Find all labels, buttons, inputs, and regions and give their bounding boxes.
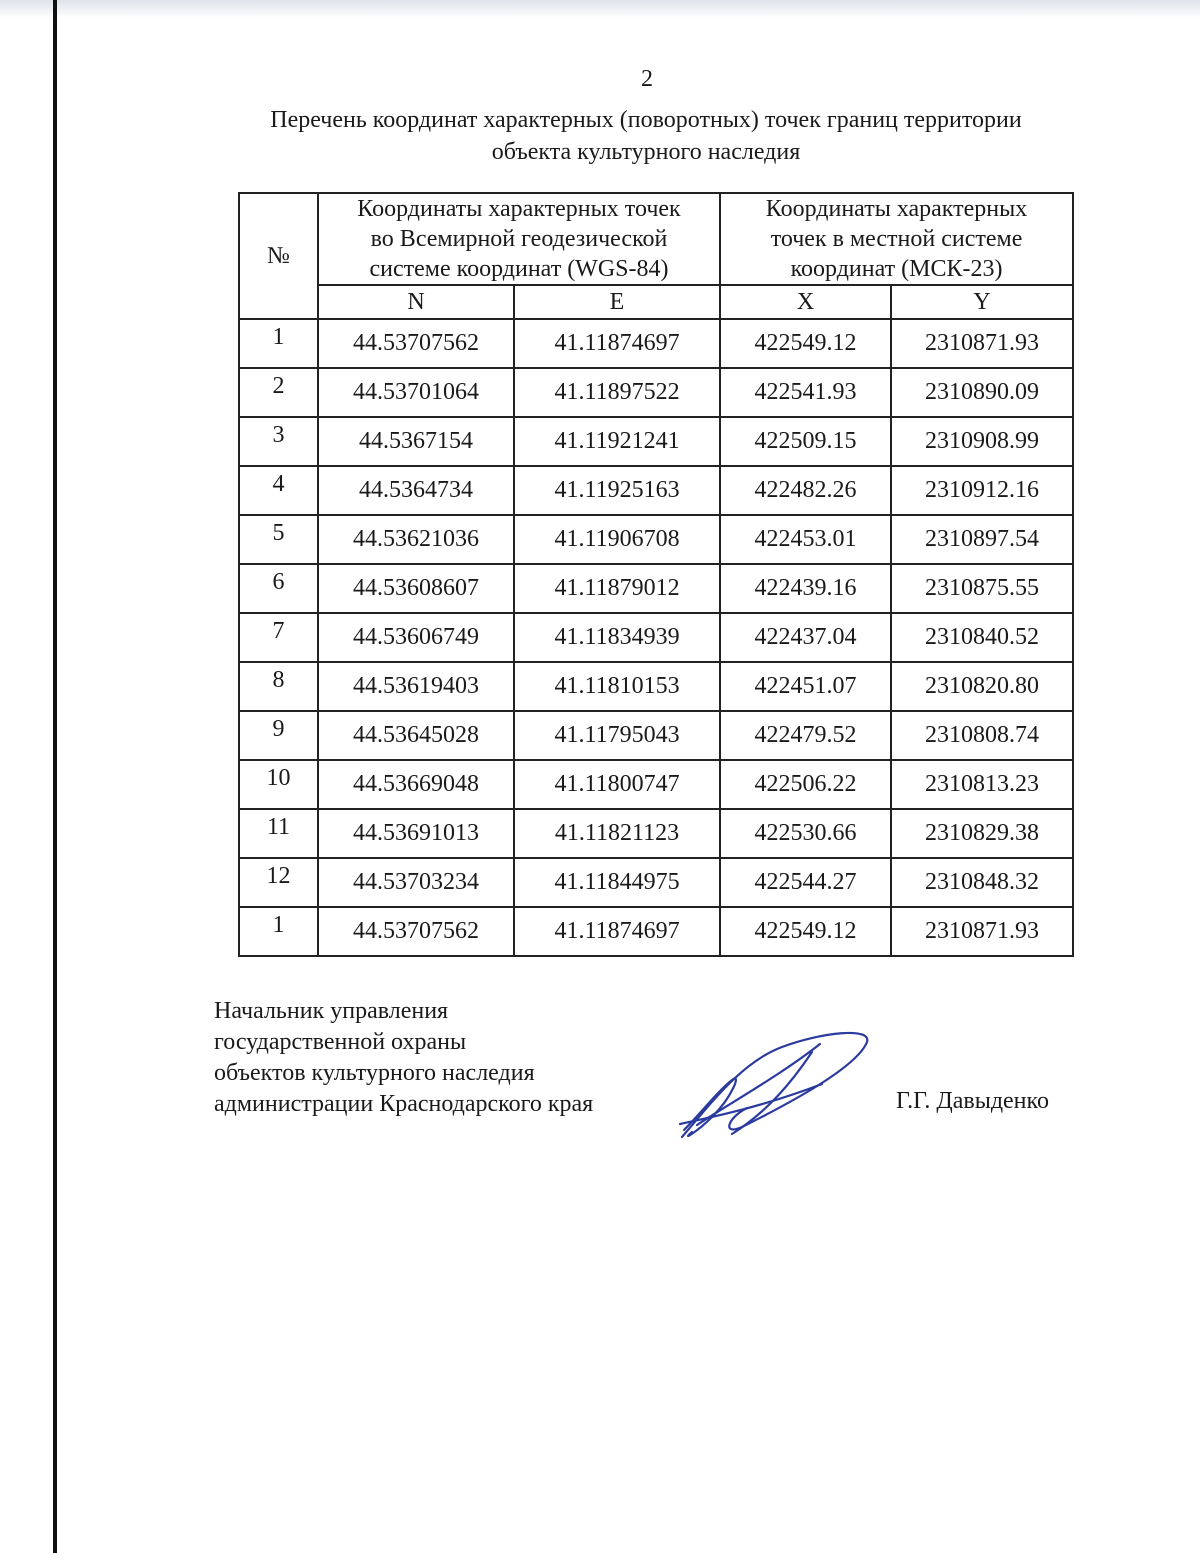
cell-point-number: 12	[239, 858, 318, 907]
cell-latitude-n: 44.53608607	[318, 564, 514, 613]
signature-stroke	[684, 1078, 736, 1136]
cell-msk-x: 422541.93	[720, 368, 891, 417]
signatory-position	[214, 996, 674, 1120]
cell-msk-y: 2310813.23	[891, 760, 1073, 809]
position-line: государственной охраны	[214, 1029, 467, 1055]
cell-msk-y: 2310912.16	[891, 466, 1073, 515]
table-row	[239, 907, 1073, 956]
cell-point-number: 10	[239, 760, 318, 809]
subheader-x: X	[720, 285, 891, 319]
scan-edge-shadow	[0, 0, 1200, 18]
cell-msk-x: 422479.52	[720, 711, 891, 760]
position-line: объектов культурного наследия	[214, 1060, 535, 1086]
cell-latitude-n: 44.5364734	[318, 466, 514, 515]
cell-longitude-e: 41.11810153	[514, 662, 720, 711]
page-number: 2	[641, 66, 653, 92]
scan-left-border	[53, 0, 57, 1553]
header-number: №	[239, 193, 318, 319]
cell-latitude-n: 44.53703234	[318, 858, 514, 907]
cell-longitude-e: 41.11874697	[514, 319, 720, 368]
cell-msk-x: 422544.27	[720, 858, 891, 907]
table-row	[239, 368, 1073, 417]
cell-longitude-e: 41.11834939	[514, 613, 720, 662]
cell-latitude-n: 44.53707562	[318, 907, 514, 956]
cell-longitude-e: 41.11800747	[514, 760, 720, 809]
handwritten-signature	[672, 1022, 877, 1147]
table-row	[239, 319, 1073, 368]
table-row	[239, 564, 1073, 613]
cell-longitude-e: 41.11921241	[514, 417, 720, 466]
cell-longitude-e: 41.11821123	[514, 809, 720, 858]
cell-msk-y: 2310848.32	[891, 858, 1073, 907]
cell-point-number: 2	[239, 368, 318, 417]
cell-latitude-n: 44.53701064	[318, 368, 514, 417]
cell-msk-y: 2310808.74	[891, 711, 1073, 760]
subheader-y: Y	[891, 285, 1073, 319]
cell-point-number: 1	[239, 907, 318, 956]
cell-point-number: 1	[239, 319, 318, 368]
header-wgs84-line: системе координат (WGS-84)	[369, 256, 669, 282]
cell-msk-x: 422549.12	[720, 907, 891, 956]
header-wgs84-line: во Всемирной геодезической	[370, 226, 668, 252]
cell-point-number: 4	[239, 466, 318, 515]
position-line: Начальник управления	[214, 998, 449, 1024]
table-row	[239, 858, 1073, 907]
cell-latitude-n: 44.53669048	[318, 760, 514, 809]
table-row	[239, 760, 1073, 809]
cell-latitude-n: 44.53619403	[318, 662, 514, 711]
cell-latitude-n: 44.5367154	[318, 417, 514, 466]
cell-msk-y: 2310875.55	[891, 564, 1073, 613]
cell-msk-x: 422482.26	[720, 466, 891, 515]
cell-msk-y: 2310871.93	[891, 907, 1073, 956]
document-title	[230, 104, 1062, 168]
table-row	[239, 417, 1073, 466]
table-row	[239, 613, 1073, 662]
signature-stroke	[697, 1044, 820, 1134]
cell-msk-y: 2310908.99	[891, 417, 1073, 466]
position-line: администрации Краснодарского края	[214, 1091, 594, 1117]
header-msk23-line: координат (МСК-23)	[790, 256, 1003, 282]
cell-msk-y: 2310897.54	[891, 515, 1073, 564]
header-wgs84-line: Координаты характерных точек	[357, 196, 681, 222]
cell-msk-y: 2310820.80	[891, 662, 1073, 711]
table-row	[239, 809, 1073, 858]
subheader-e: E	[514, 285, 720, 319]
header-msk23-line: Координаты характерных	[765, 196, 1028, 222]
cell-msk-x: 422530.66	[720, 809, 891, 858]
cell-point-number: 7	[239, 613, 318, 662]
cell-msk-y: 2310890.09	[891, 368, 1073, 417]
cell-point-number: 5	[239, 515, 318, 564]
cell-longitude-e: 41.11925163	[514, 466, 720, 515]
cell-msk-y: 2310840.52	[891, 613, 1073, 662]
cell-point-number: 8	[239, 662, 318, 711]
cell-msk-x: 422439.16	[720, 564, 891, 613]
cell-msk-x: 422509.15	[720, 417, 891, 466]
table-row	[239, 711, 1073, 760]
cell-msk-x: 422506.22	[720, 760, 891, 809]
cell-msk-y: 2310871.93	[891, 319, 1073, 368]
cell-point-number: 11	[239, 809, 318, 858]
table-row	[239, 515, 1073, 564]
cell-longitude-e: 41.11897522	[514, 368, 720, 417]
signature-stroke	[682, 1033, 867, 1137]
cell-point-number: 6	[239, 564, 318, 613]
cell-longitude-e: 41.11906708	[514, 515, 720, 564]
cell-longitude-e: 41.11874697	[514, 907, 720, 956]
table-row	[239, 662, 1073, 711]
cell-latitude-n: 44.53621036	[318, 515, 514, 564]
cell-longitude-e: 41.11795043	[514, 711, 720, 760]
cell-point-number: 3	[239, 417, 318, 466]
cell-latitude-n: 44.53645028	[318, 711, 514, 760]
header-wgs84	[318, 193, 720, 285]
signatory-name: Г.Г. Давыденко	[896, 1088, 1049, 1114]
table-row	[239, 466, 1073, 515]
cell-latitude-n: 44.53691013	[318, 809, 514, 858]
cell-latitude-n: 44.53707562	[318, 319, 514, 368]
cell-msk-x: 422437.04	[720, 613, 891, 662]
subheader-n: N	[318, 285, 514, 319]
cell-msk-y: 2310829.38	[891, 809, 1073, 858]
header-msk23	[720, 193, 1073, 285]
cell-longitude-e: 41.11879012	[514, 564, 720, 613]
header-msk23-line: точек в местной системе	[770, 226, 1023, 252]
cell-point-number: 9	[239, 711, 318, 760]
cell-latitude-n: 44.53606749	[318, 613, 514, 662]
cell-msk-x: 422549.12	[720, 319, 891, 368]
cell-longitude-e: 41.11844975	[514, 858, 720, 907]
cell-msk-x: 422451.07	[720, 662, 891, 711]
coordinates-table	[238, 192, 1074, 957]
title-line-1: Перечень координат характерных (поворотных) точек границ территории	[270, 107, 1022, 133]
cell-msk-x: 422453.01	[720, 515, 891, 564]
coordinates-table-body	[239, 319, 1073, 956]
title-line-2: объекта культурного наследия	[491, 139, 801, 165]
